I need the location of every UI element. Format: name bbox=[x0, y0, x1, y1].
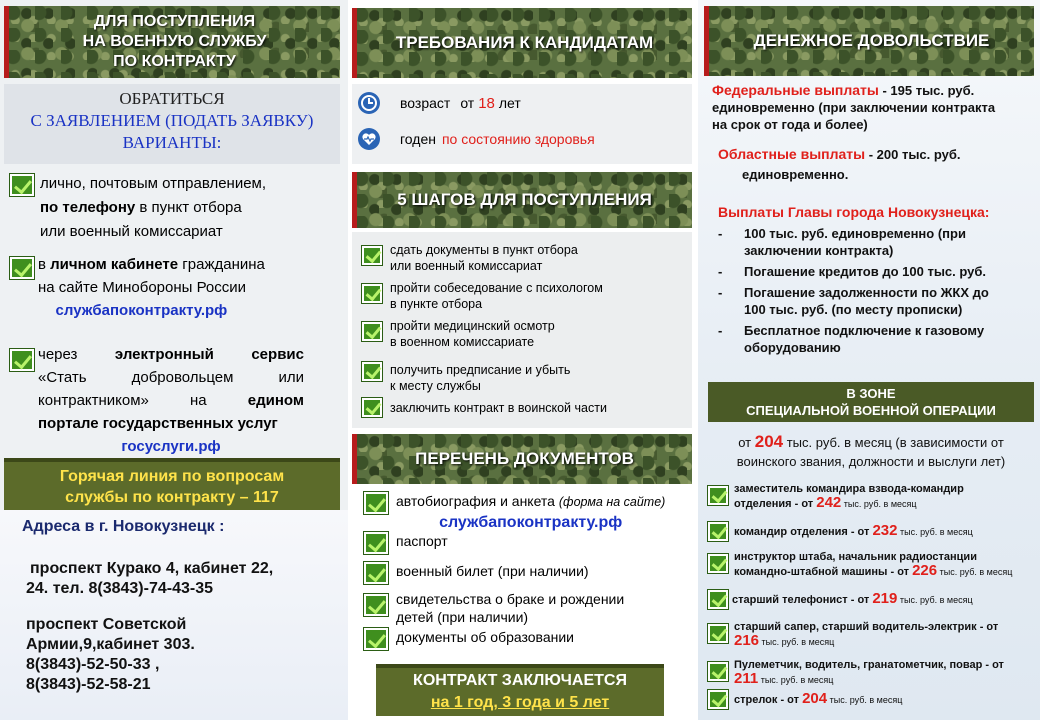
svo-intro bbox=[708, 432, 1034, 471]
site-link[interactable]: службапоконтракту.рф bbox=[439, 514, 623, 531]
step-text: к месту службы bbox=[390, 379, 481, 393]
checkmark-icon bbox=[708, 590, 728, 609]
right-panel bbox=[698, 0, 1040, 720]
pay-text: заместитель командира взвода-командир bbox=[734, 483, 964, 495]
pay-item bbox=[708, 690, 1036, 709]
step-text: или военный комиссариат bbox=[390, 259, 543, 273]
step-item bbox=[362, 318, 555, 350]
pay-text: отделения - от bbox=[734, 498, 817, 510]
site-link[interactable]: службапоконтракту.рф bbox=[55, 302, 228, 319]
payment-title: Федеральные выплаты bbox=[712, 82, 879, 98]
pay-unit: тыс. руб. в месяц bbox=[758, 675, 834, 685]
pay-value: 219 bbox=[872, 590, 898, 607]
document-text: автобиография и анкета bbox=[396, 493, 559, 509]
header-title: ДЕНЕЖНОЕ ДОВОЛЬСТВИЕ bbox=[753, 31, 990, 50]
pay-item bbox=[708, 620, 1036, 649]
header-title: ТРЕБОВАНИЯ К КАНДИДАТАМ bbox=[395, 33, 654, 52]
step-item bbox=[362, 242, 578, 274]
pay-unit: тыс. руб. в месяц bbox=[897, 595, 973, 605]
list-text: Бесплатное подключение к газовому bbox=[744, 323, 985, 338]
pay-text: инструктор штаба, начальник радиостанции bbox=[734, 551, 977, 563]
document-item bbox=[364, 532, 448, 554]
header-title: ПЕРЕЧЕНЬ ДОКУМЕНТОВ bbox=[415, 449, 634, 468]
list-item: - Бесплатное подключение к газовому оборудованию bbox=[718, 323, 985, 355]
option-text: или военный комиссариат bbox=[40, 223, 223, 240]
pay-item bbox=[708, 482, 1036, 511]
option-text: лично, почтовым отправлением, bbox=[40, 175, 267, 192]
list-item: - 100 тыс. руб. единовременно (при заключении контракта) bbox=[718, 226, 966, 258]
checkmark-icon bbox=[708, 554, 728, 573]
step-item bbox=[362, 398, 607, 417]
list-item: - Погашение задолженности по ЖКХ до 100 тыс. руб. (по месту прописки) bbox=[718, 285, 989, 317]
document-item bbox=[364, 590, 690, 626]
hotline-box bbox=[4, 458, 340, 510]
option-text: на сайте Минобороны России bbox=[38, 279, 247, 296]
pay-text: стрелок - от bbox=[734, 694, 803, 706]
document-note: (форма на сайте) bbox=[558, 495, 666, 509]
pay-unit: тыс. руб. в месяц bbox=[897, 527, 973, 537]
contract-title: КОНТРАКТ ЗАКЛЮЧАЕТСЯ bbox=[413, 672, 627, 689]
pay-text: старший телефонист - от bbox=[732, 594, 873, 606]
apply-title: ОБРАТИТЬСЯ bbox=[119, 89, 225, 108]
step-text: в пункте отбора bbox=[390, 297, 483, 311]
list-text: Погашение кредитов до 100 тыс. руб. bbox=[744, 264, 987, 279]
address-line: 8(3843)-52-50-33 , bbox=[26, 656, 160, 673]
apply-subtitle: С ЗАЯВЛЕНИЕМ (ПОДАТЬ ЗАЯВКУ) bbox=[30, 111, 314, 130]
option-text: добровольцем bbox=[131, 369, 234, 386]
address-line: 8(3843)-52-58-21 bbox=[26, 676, 151, 693]
pay-text: командно-штабной машины - от bbox=[734, 566, 913, 578]
mayor-payments bbox=[718, 204, 1034, 356]
address-line: проспект Курако 4, кабинет 22, bbox=[30, 560, 274, 577]
pay-item bbox=[708, 658, 1036, 687]
svo-banner bbox=[708, 382, 1034, 422]
option-text: или bbox=[278, 369, 304, 386]
step-text: в военном комиссариате bbox=[390, 335, 535, 349]
pay-item bbox=[708, 522, 1036, 541]
header-contract-service bbox=[4, 6, 340, 78]
checkmark-icon bbox=[10, 174, 34, 196]
document-item bbox=[364, 628, 574, 650]
left-panel bbox=[0, 0, 348, 720]
list-text: оборудованию bbox=[744, 340, 841, 355]
checkmark-icon bbox=[362, 246, 382, 265]
header-allowance bbox=[704, 6, 1034, 76]
document-text: детей (при наличии) bbox=[396, 609, 529, 625]
age-label: возраст bbox=[400, 95, 451, 111]
document-item bbox=[364, 492, 690, 532]
checkmark-icon bbox=[364, 594, 388, 616]
svo-text: от bbox=[738, 435, 752, 450]
payment-text: - 195 тыс. руб. bbox=[878, 83, 975, 98]
health-value: по состоянию здоровья bbox=[441, 131, 595, 147]
checkmark-icon bbox=[10, 349, 34, 371]
step-item bbox=[362, 280, 603, 312]
option-in-person bbox=[10, 172, 310, 244]
checkmark-icon bbox=[364, 532, 388, 554]
checkmark-icon bbox=[708, 662, 728, 681]
pay-value: 211 bbox=[734, 670, 759, 687]
pay-value: 216 bbox=[734, 632, 760, 649]
regional-payment bbox=[718, 144, 1032, 185]
list-text: Погашение задолженности по ЖКХ до bbox=[744, 285, 989, 300]
checkmark-icon bbox=[708, 522, 728, 541]
list-item: - Погашение кредитов до 100 тыс. руб. bbox=[718, 264, 987, 279]
middle-panel bbox=[348, 0, 698, 720]
payment-title: Областные выплаты bbox=[718, 146, 866, 162]
step-text: сдать документы в пункт отбора bbox=[390, 243, 578, 257]
header-line: ДЛЯ ПОСТУПЛЕНИЯ bbox=[93, 13, 256, 30]
svo-value: 204 bbox=[754, 432, 784, 451]
address-line: Армии,9,кабинет 303. bbox=[26, 636, 195, 653]
option-text-bold: по телефону bbox=[40, 199, 136, 216]
checkmark-icon bbox=[708, 486, 728, 505]
pay-value: 232 bbox=[872, 522, 898, 539]
pay-item bbox=[708, 590, 1036, 609]
checkmark-icon bbox=[362, 322, 382, 341]
payment-text: - 200 тыс. руб. bbox=[865, 147, 961, 162]
apply-variants: ВАРИАНТЫ: bbox=[122, 133, 222, 152]
pay-item bbox=[708, 550, 1036, 579]
document-text: документы об образовании bbox=[396, 629, 574, 645]
gosuslugi-link[interactable]: госуслуги.рф bbox=[121, 438, 221, 455]
header-requirements bbox=[352, 8, 692, 78]
checkmark-icon bbox=[362, 362, 382, 381]
age-value: 18 bbox=[478, 94, 495, 112]
list-text: 100 тыс. руб. единовременно (при bbox=[744, 226, 966, 241]
pay-unit: тыс. руб. в месяц bbox=[937, 567, 1013, 577]
clock-icon bbox=[358, 92, 380, 114]
document-text: свидетельства о браке и рождении bbox=[396, 591, 625, 607]
payment-title: Выплаты Главы города Новокузнецка: bbox=[718, 204, 990, 220]
option-text: гражданина bbox=[178, 256, 265, 273]
header-documents bbox=[352, 434, 692, 484]
checkmark-icon bbox=[364, 628, 388, 650]
age-from: от bbox=[460, 95, 475, 111]
pay-unit: тыс. руб. в месяц bbox=[827, 695, 903, 705]
option-text: в пункт отбора bbox=[135, 199, 242, 216]
svo-title: В ЗОНЕ bbox=[846, 386, 896, 401]
checkmark-icon bbox=[708, 624, 728, 643]
svo-title: СПЕЦИАЛЬНОЙ ВОЕННОЙ ОПЕРАЦИИ bbox=[746, 403, 996, 418]
documents-box bbox=[352, 488, 692, 660]
document-item bbox=[364, 562, 589, 584]
apply-box bbox=[4, 84, 340, 164]
document-text: паспорт bbox=[396, 533, 448, 549]
federal-payment bbox=[712, 82, 1032, 133]
option-text-bold: портале государственных услуг bbox=[38, 415, 278, 432]
header-line: НА ВОЕННУЮ СЛУЖБУ bbox=[82, 33, 267, 50]
option-text: на bbox=[190, 392, 207, 409]
step-text: получить предписание и убыть bbox=[390, 363, 571, 377]
addresses-title: Адреса в г. Новокузнецк : bbox=[22, 518, 225, 535]
option-text: через bbox=[38, 346, 78, 363]
header-title: 5 ШАГОВ ДЛЯ ПОСТУПЛЕНИЯ bbox=[397, 190, 652, 209]
step-text: пройти собеседование с психологом bbox=[390, 281, 603, 295]
checkmark-icon bbox=[362, 398, 382, 417]
step-text: пройти медицинский осмотр bbox=[390, 319, 555, 333]
checkmark-icon bbox=[364, 562, 388, 584]
svo-text: тыс. руб. в месяц (в зависимости от bbox=[783, 435, 1004, 450]
option-text-bold: сервис bbox=[251, 346, 304, 363]
header-line: ПО КОНТРАКТУ bbox=[113, 53, 236, 70]
contract-box bbox=[376, 664, 664, 716]
address-line: 24. тел. 8(3843)-74-43-35 bbox=[26, 580, 213, 597]
pay-value: 204 bbox=[802, 690, 828, 707]
option-text-bold: едином bbox=[247, 392, 304, 409]
checkmark-icon bbox=[362, 284, 382, 303]
contract-terms: на 1 год, 3 года и 5 лет bbox=[430, 694, 610, 711]
option-gosuslugi bbox=[10, 343, 310, 458]
step-item bbox=[362, 362, 570, 394]
option-text: «Стать bbox=[38, 369, 87, 386]
option-text: контрактником» bbox=[38, 392, 149, 409]
health-label: годен bbox=[400, 131, 436, 147]
hotline-line: службы по контракту – 117 bbox=[65, 489, 279, 506]
header-steps bbox=[352, 172, 692, 228]
pay-text: командир отделения - от bbox=[734, 526, 873, 538]
pay-text: старший сапер, старший водитель-электрик - от bbox=[734, 621, 999, 633]
document-text: военный билет (при наличии) bbox=[396, 563, 589, 579]
pay-value: 242 bbox=[816, 494, 842, 511]
heart-icon bbox=[358, 128, 380, 150]
pay-text: Пулеметчик, водитель, гранатометчик, повар - от bbox=[734, 659, 1004, 671]
option-text: в bbox=[38, 256, 51, 273]
svo-text: воинского звания, должности и выслуги лет) bbox=[736, 454, 1006, 469]
option-personal-cabinet bbox=[10, 253, 310, 322]
checkmark-icon bbox=[10, 257, 34, 279]
address-line: проспект Советской bbox=[26, 616, 187, 633]
step-text: заключить контракт в воинской части bbox=[390, 401, 607, 415]
pay-unit: тыс. руб. в месяц bbox=[841, 499, 917, 509]
age-unit: лет bbox=[498, 95, 521, 111]
list-text: заключении контракта) bbox=[744, 243, 894, 258]
payment-text: единовременно (при заключении контракта bbox=[712, 100, 996, 115]
option-text-bold: личном кабинете bbox=[50, 256, 179, 273]
option-text-bold: электронный bbox=[114, 346, 214, 363]
payment-text: единовременно. bbox=[742, 167, 849, 182]
steps-box bbox=[352, 232, 692, 428]
list-text: 100 тыс. руб. (по месту прописки) bbox=[744, 302, 963, 317]
hotline-line: Горячая линия по вопросам bbox=[59, 468, 285, 485]
checkmark-icon bbox=[708, 690, 728, 709]
payment-text: на срок от года и более) bbox=[712, 117, 868, 132]
addresses bbox=[0, 510, 348, 720]
pay-unit: тыс. руб. в месяц bbox=[759, 637, 835, 647]
checkmark-icon bbox=[364, 492, 388, 514]
pay-value: 226 bbox=[912, 562, 938, 579]
requirements-box bbox=[352, 84, 692, 164]
